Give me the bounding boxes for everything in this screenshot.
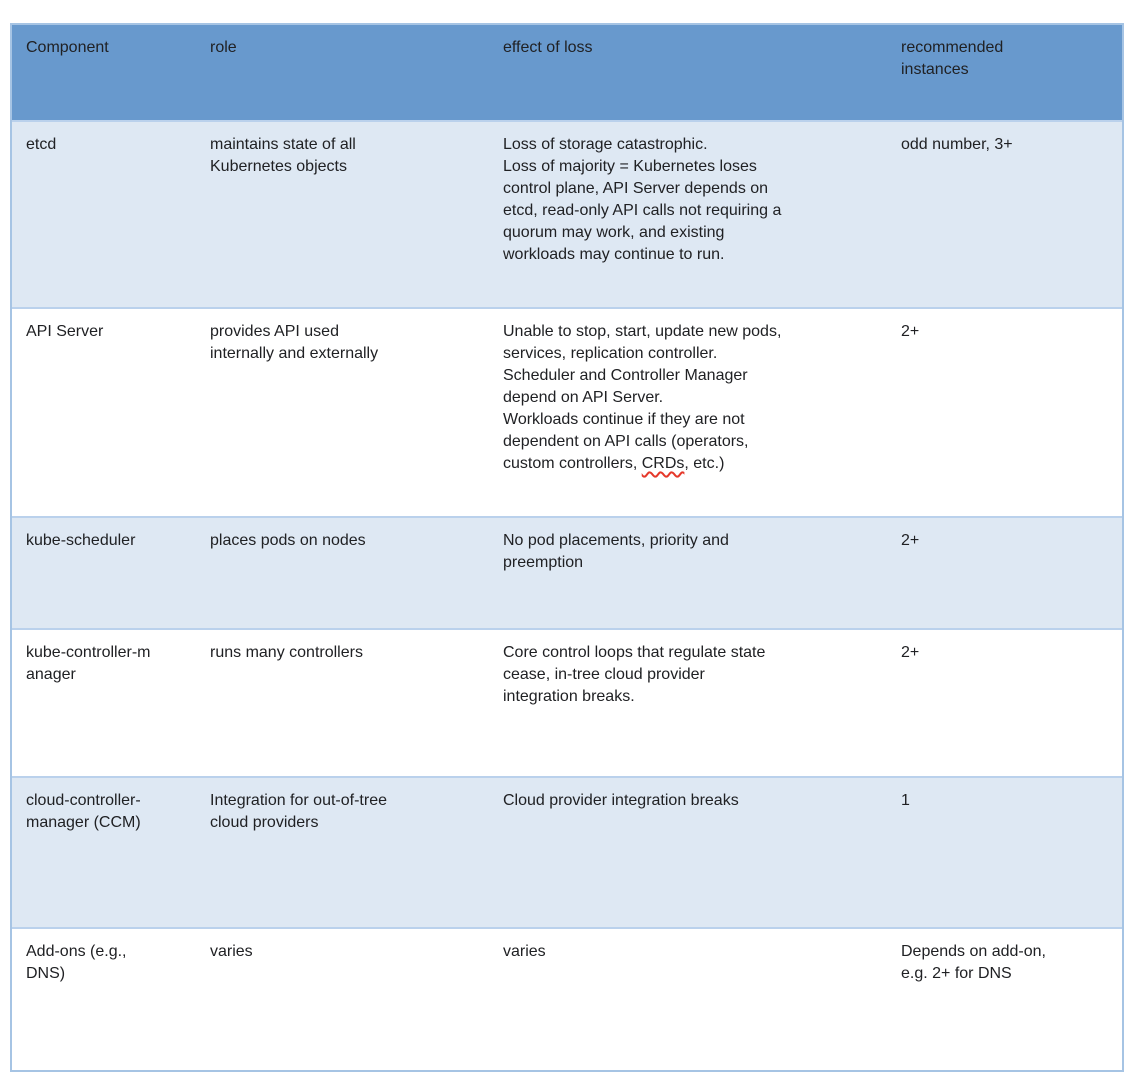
spellcheck-underline: CRDs (641, 455, 685, 472)
text-line: dependent on API calls (operators, (503, 433, 749, 450)
text-line: services, replication controller. (503, 345, 718, 362)
text-line: etcd, read-only API calls not requiring a (503, 202, 782, 219)
cell-component (12, 309, 196, 518)
text-line: depend on API Server. (503, 389, 664, 406)
text-line: runs many controllers (210, 644, 363, 661)
cell-role (196, 630, 489, 778)
text-line: e.g. 2+ for DNS (901, 965, 1012, 982)
text-line: Cloud provider integration breaks (503, 792, 739, 809)
text-line: Loss of storage catastrophic. (503, 136, 708, 153)
text-line: Unable to stop, start, update new pods, (503, 323, 782, 340)
text-line: Workloads continue if they are not (503, 411, 745, 428)
text-line: 2+ (901, 532, 920, 549)
table-header (12, 25, 1122, 122)
text-line: DNS) (26, 965, 66, 982)
cell-role (196, 929, 489, 1070)
text-line: Component (26, 39, 109, 56)
cell-role (196, 778, 489, 929)
text-line: custom controllers, CRDs, etc.) (503, 455, 725, 472)
cell-component (12, 778, 196, 929)
text-line: instances (901, 61, 969, 78)
cell-instances (887, 309, 1122, 518)
text-line: Core control loops that regulate state (503, 644, 766, 661)
cell-effect (489, 929, 887, 1070)
table-row (12, 309, 1122, 518)
kubernetes-components-table (10, 23, 1124, 1072)
text-line: Depends on add-on, (901, 943, 1046, 960)
text-line: API Server (26, 323, 104, 340)
text-line: etcd (26, 136, 57, 153)
table-row (12, 122, 1122, 309)
table-row (12, 630, 1122, 778)
cell-component (12, 630, 196, 778)
text-line: kube-controller-m (26, 644, 151, 661)
cell-instances (887, 518, 1122, 630)
text-line: maintains state of all (210, 136, 356, 153)
text-line: cloud-controller- (26, 792, 141, 809)
text-line: manager (CCM) (26, 814, 141, 831)
cell-component (12, 518, 196, 630)
text-line: 2+ (901, 644, 920, 661)
text-line: cease, in-tree cloud provider (503, 666, 705, 683)
cell-role (196, 309, 489, 518)
text-line: places pods on nodes (210, 532, 366, 549)
cell-effect (489, 518, 887, 630)
cell-effect (489, 630, 887, 778)
cell-effect (489, 122, 887, 309)
cell-instances (887, 778, 1122, 929)
text-line: Integration for out-of-tree (210, 792, 387, 809)
text-line: preemption (503, 554, 584, 571)
text-line: workloads may continue to run. (503, 246, 725, 263)
text-line: odd number, 3+ (901, 136, 1013, 153)
text-line: No pod placements, priority and (503, 532, 729, 549)
cell-component (12, 929, 196, 1070)
text-line: kube-scheduler (26, 532, 136, 549)
text-line: Add-ons (e.g., (26, 943, 127, 960)
column-header-component (12, 25, 196, 122)
cell-role (196, 518, 489, 630)
header-row (12, 25, 1122, 122)
text-line: provides API used (210, 323, 339, 340)
text-line: varies (503, 943, 546, 960)
cell-component (12, 122, 196, 309)
text-line: 2+ (901, 323, 920, 340)
cell-instances (887, 122, 1122, 309)
text-line: cloud providers (210, 814, 319, 831)
text-line: internally and externally (210, 345, 379, 362)
cell-instances (887, 929, 1122, 1070)
text-line: Loss of majority = Kubernetes loses (503, 158, 757, 175)
text-line: control plane, API Server depends on (503, 180, 769, 197)
text-line: role (210, 39, 237, 56)
table-row (12, 518, 1122, 630)
text-line: Kubernetes objects (210, 158, 347, 175)
table-body (12, 122, 1122, 1070)
text-line: effect of loss (503, 39, 593, 56)
column-header-instances (887, 25, 1122, 122)
text-line: 1 (901, 792, 910, 809)
column-header-effect (489, 25, 887, 122)
text-line: quorum may work, and existing (503, 224, 725, 241)
table-row (12, 778, 1122, 929)
cell-role (196, 122, 489, 309)
cell-effect (489, 778, 887, 929)
text-line: integration breaks. (503, 688, 635, 705)
text-line: Scheduler and Controller Manager (503, 367, 748, 384)
cell-effect (489, 309, 887, 518)
cell-instances (887, 630, 1122, 778)
column-header-role (196, 25, 489, 122)
text-line: recommended (901, 39, 1004, 56)
table-row (12, 929, 1122, 1070)
text-line: anager (26, 666, 76, 683)
text-line: varies (210, 943, 253, 960)
